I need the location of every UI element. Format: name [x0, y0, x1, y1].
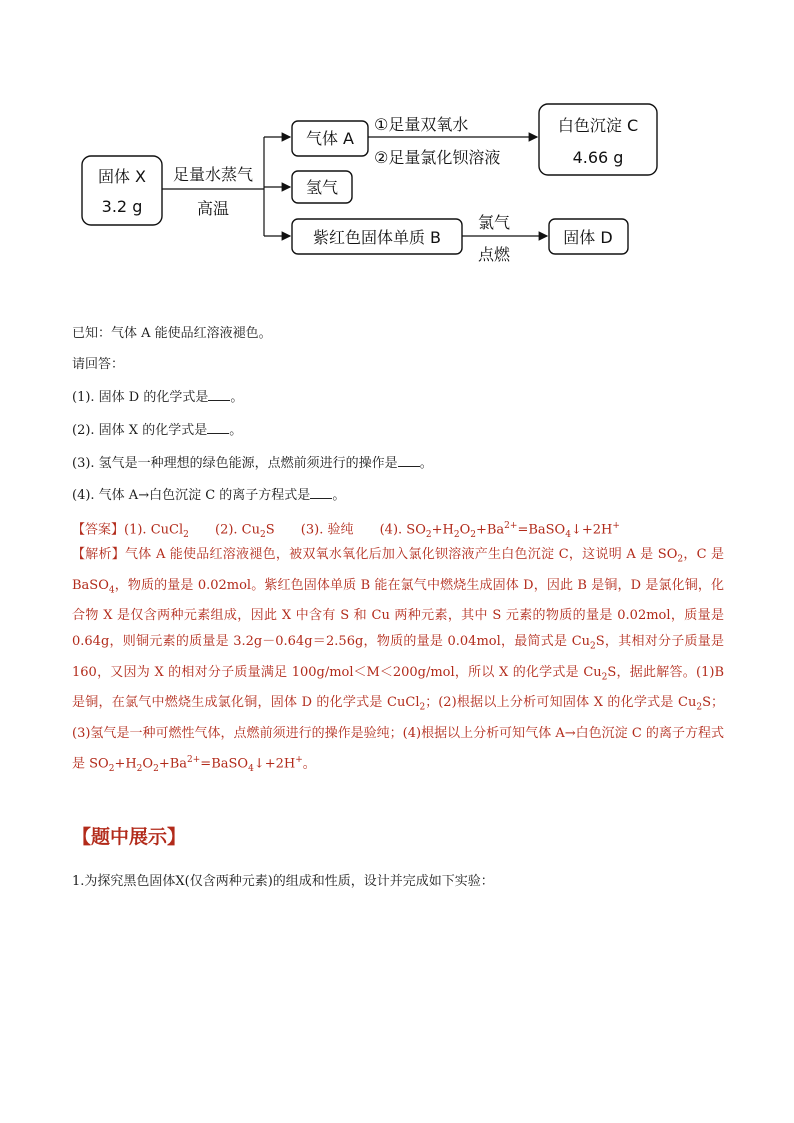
- question-1: (1). 固体 D 的化学式是 。: [72, 390, 244, 405]
- condition-heat: 高温: [196, 199, 230, 218]
- solid-b-label: 紫红色固体单质 B: [312, 228, 442, 247]
- condition-steam: 足量水蒸气: [172, 165, 254, 184]
- answer-blank[interactable]: [310, 486, 332, 499]
- answer-blank[interactable]: [398, 454, 420, 467]
- step1-label: ①足量双氧水: [374, 115, 469, 134]
- question-3: (3). 氢气是一种理想的绿色能源，点燃前须进行的操作是 。: [72, 456, 433, 471]
- ignite-label: 点燃: [477, 245, 511, 264]
- solid-d-label: 固体 D: [563, 228, 613, 247]
- precip-c-mass: 4.66 g: [572, 148, 624, 167]
- analysis-label: 【解析】: [72, 547, 126, 562]
- flow-diagram: [0, 0, 794, 290]
- section-heading: 【题中展示】: [72, 826, 187, 848]
- solid-x-label: 固体 X: [97, 167, 147, 186]
- answer-line: 【答案】(1). CuCl$_2$ (2). $Cu_2S$ (3). 验纯 (4). $SO_2+H_2O_2+Ba^{2+}=BaSO_4↓+2H^+$: [72, 521, 620, 540]
- analysis-paragraph: 【解析】气体 A 能使品红溶液褪色，被双氧水氧化后加入氯化钡溶液产生白色沉淀 C，这说明 A 是 $SO_2$，C 是 BaSO$_4$，物质的量是 0.02mol。紫红色固体单质 B 能在氯气中燃烧生成固体 D，因此 B 是铜，D 是氯化铜，化合物 X 是仅含两种元素组成，因此 X 中含有 S 和 Cu 两种元素，其中 S 元素的物质的量是 0.02mol，质量是 0.64g，则铜元素的质量是 3.2g－0.64g＝2.56g，物质的量是 0.04mol，最简式是 $Cu_2S$，其相对分子质量是 160，又因为 X 的相对分子质量满足 100g/mol＜M＜200g/mol，所以 X 的化学式是 $Cu_2S$，据此解答。(1)B 是铜，在氯气中燃烧生成氯化铜，固体 D 的化学式是 CuCl$_2$；(2)根据以上分析可知固体 X 的化学式是 $Cu_2S$；(3)氢气是一种可燃性气体，点燃前须进行的操作是验纯；(4)根据以上分析可知气体 A→白色沉淀 C 的离子方程式是 $SO_2+H_2O_2+Ba^{2+}=BaSO_4↓+2H^+$。: [72, 547, 725, 774]
- new-question: 1.为探究黑色固体X(仅含两种元素)的组成和性质，设计并完成如下实验：: [72, 874, 494, 889]
- gas-a-label: 气体 A: [305, 129, 355, 148]
- answer-blank[interactable]: [207, 421, 229, 434]
- question-4: (4). 气体 A→白色沉淀 C 的离子方程式是 。: [72, 488, 346, 503]
- precip-c-label: 白色沉淀 C: [557, 116, 639, 135]
- chlorine-label: 氯气: [477, 213, 511, 232]
- step2-label: ②足量氯化钡溶液: [374, 148, 501, 167]
- known-statement: 已知：气体 A 能使品红溶液褪色。: [72, 326, 272, 341]
- answer-blank[interactable]: [208, 388, 230, 401]
- answer-label: 【答案】: [72, 522, 125, 538]
- hydrogen-label: 氢气: [305, 178, 339, 197]
- prompt-answer: 请回答：: [72, 357, 125, 372]
- solid-x-mass: 3.2 g: [101, 197, 143, 216]
- question-2: (2). 固体 X 的化学式是 。: [72, 423, 243, 438]
